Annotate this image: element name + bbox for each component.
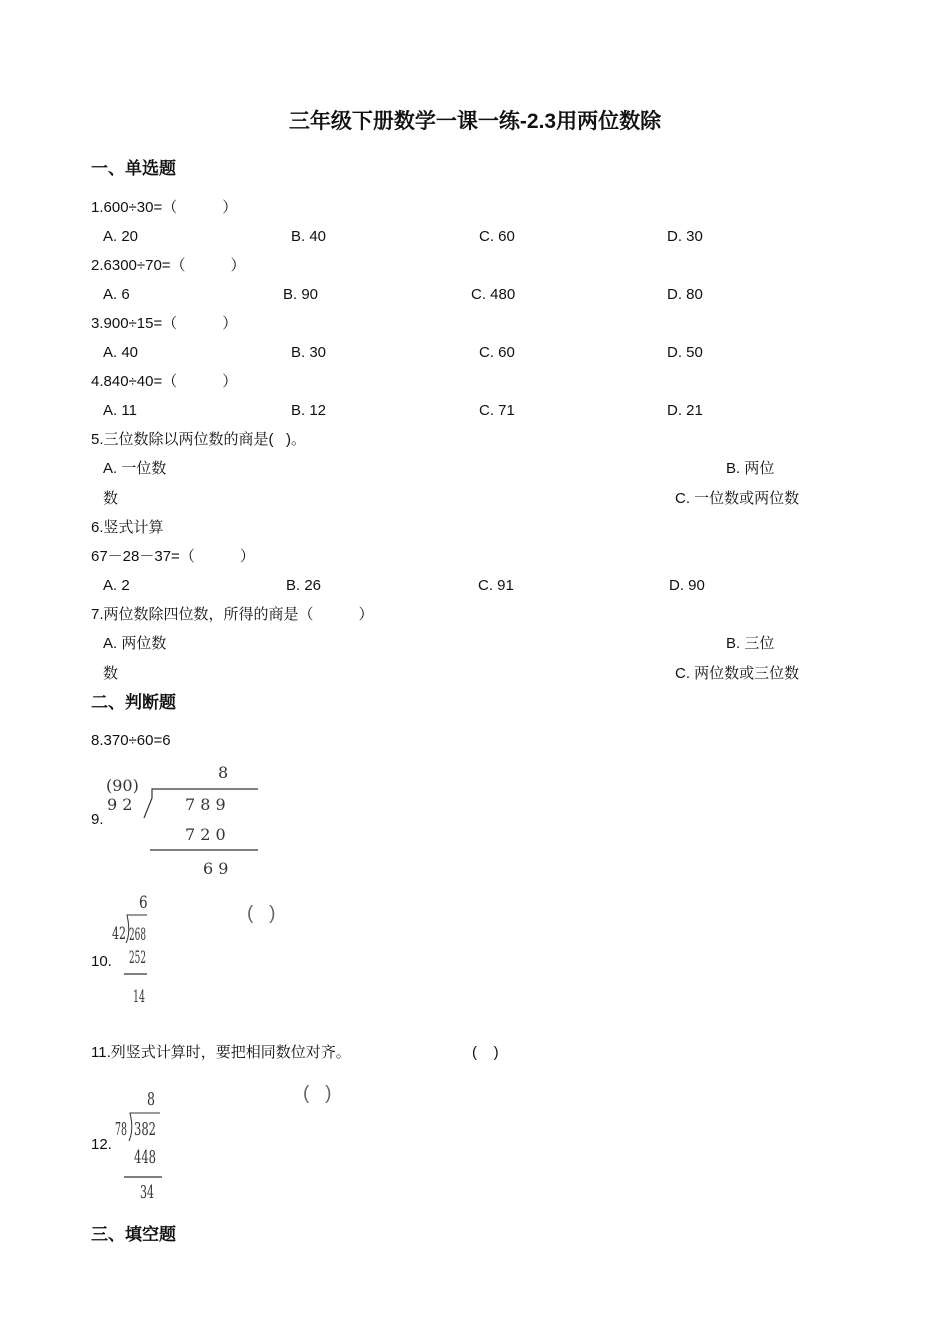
figure-quotient: 8 bbox=[218, 763, 229, 782]
answer-parentheses[interactable]: ( ) bbox=[303, 1083, 332, 1104]
long-division-figure bbox=[100, 758, 270, 880]
long-division-figure bbox=[110, 888, 170, 1008]
question-expression: 67－28－37=（ ） bbox=[91, 548, 255, 565]
answer-parentheses[interactable]: ( ) bbox=[472, 1044, 499, 1061]
question-stem: 7.两位数除四位数，所得的商是（ ） bbox=[91, 606, 374, 623]
figure-divisor: 42 bbox=[112, 924, 126, 944]
figure-product: 252 bbox=[129, 948, 146, 968]
question-label: 12. bbox=[91, 1136, 112, 1153]
question-stem: 1.600÷30=（ ） bbox=[91, 199, 238, 216]
question-label: 9. bbox=[91, 811, 104, 828]
question-stem: 11.列竖式计算时，要把相同数位对齐。 bbox=[91, 1044, 351, 1061]
figure-note: (90) bbox=[106, 776, 139, 795]
option: D. 30 bbox=[667, 228, 703, 245]
option: B. 26 bbox=[286, 577, 322, 594]
question-stem: 3.900÷15=（ ） bbox=[91, 315, 238, 332]
answer-parentheses[interactable]: ( ) bbox=[247, 903, 276, 924]
option: D. 80 bbox=[667, 286, 703, 303]
option: D. 21 bbox=[667, 402, 703, 419]
question-stem: 6.竖式计算 bbox=[91, 519, 164, 536]
option: C. 480 bbox=[471, 286, 516, 303]
option: C. 60 bbox=[479, 344, 515, 361]
option: B. 90 bbox=[283, 286, 319, 303]
option: B. 两位 bbox=[726, 460, 775, 477]
option: C. 两位数或三位数 bbox=[675, 665, 800, 682]
option: B. 12 bbox=[291, 402, 327, 419]
section-heading: 三、填空题 bbox=[91, 1225, 176, 1244]
figure-divisor: 78 bbox=[115, 1119, 127, 1140]
question-label: 10. bbox=[91, 953, 112, 970]
option-continuation: 数 bbox=[103, 490, 119, 507]
figure-dividend: 7 8 9 bbox=[185, 795, 226, 814]
option: A. 11 bbox=[103, 402, 137, 419]
option: C. 71 bbox=[479, 402, 515, 419]
figure-product: 448 bbox=[134, 1147, 156, 1168]
figure-product: 7 2 0 bbox=[185, 825, 226, 844]
section-heading: 一、单选题 bbox=[91, 159, 176, 178]
option: D. 50 bbox=[667, 344, 703, 361]
figure-remainder: 34 bbox=[140, 1182, 154, 1203]
option: A. 20 bbox=[103, 228, 139, 245]
option: A. 两位数 bbox=[103, 635, 167, 652]
section-heading: 二、判断题 bbox=[91, 693, 176, 712]
long-division-figure bbox=[112, 1085, 172, 1207]
question-stem: 5.三位数除以两位数的商是( )。 bbox=[91, 431, 307, 448]
option: C. 91 bbox=[478, 577, 514, 594]
figure-dividend: 268 bbox=[129, 925, 146, 945]
question-stem: 8.370÷60=6 bbox=[91, 732, 171, 749]
question-stem: 2.6300÷70=（ ） bbox=[91, 257, 246, 274]
figure-divisor: 9 2 bbox=[107, 795, 133, 814]
option: A. 一位数 bbox=[103, 460, 167, 477]
page-title: 三年级下册数学一课一练-2.3用两位数除 bbox=[288, 110, 662, 133]
figure-dividend: 382 bbox=[134, 1119, 156, 1140]
figure-quotient: 6 bbox=[139, 892, 148, 913]
option: A. 6 bbox=[103, 286, 130, 303]
option: B. 40 bbox=[291, 228, 327, 245]
question-stem: 4.840÷40=（ ） bbox=[91, 373, 238, 390]
option: A. 40 bbox=[103, 344, 139, 361]
figure-remainder: 6 9 bbox=[203, 859, 229, 878]
option: A. 2 bbox=[103, 577, 130, 594]
option: C. 一位数或两位数 bbox=[675, 490, 800, 507]
option: D. 90 bbox=[669, 577, 705, 594]
option: B. 30 bbox=[291, 344, 327, 361]
option: B. 三位 bbox=[726, 635, 775, 652]
figure-quotient: 8 bbox=[147, 1089, 155, 1110]
figure-remainder: 14 bbox=[133, 987, 145, 1007]
option-continuation: 数 bbox=[103, 665, 119, 682]
option: C. 60 bbox=[479, 228, 515, 245]
